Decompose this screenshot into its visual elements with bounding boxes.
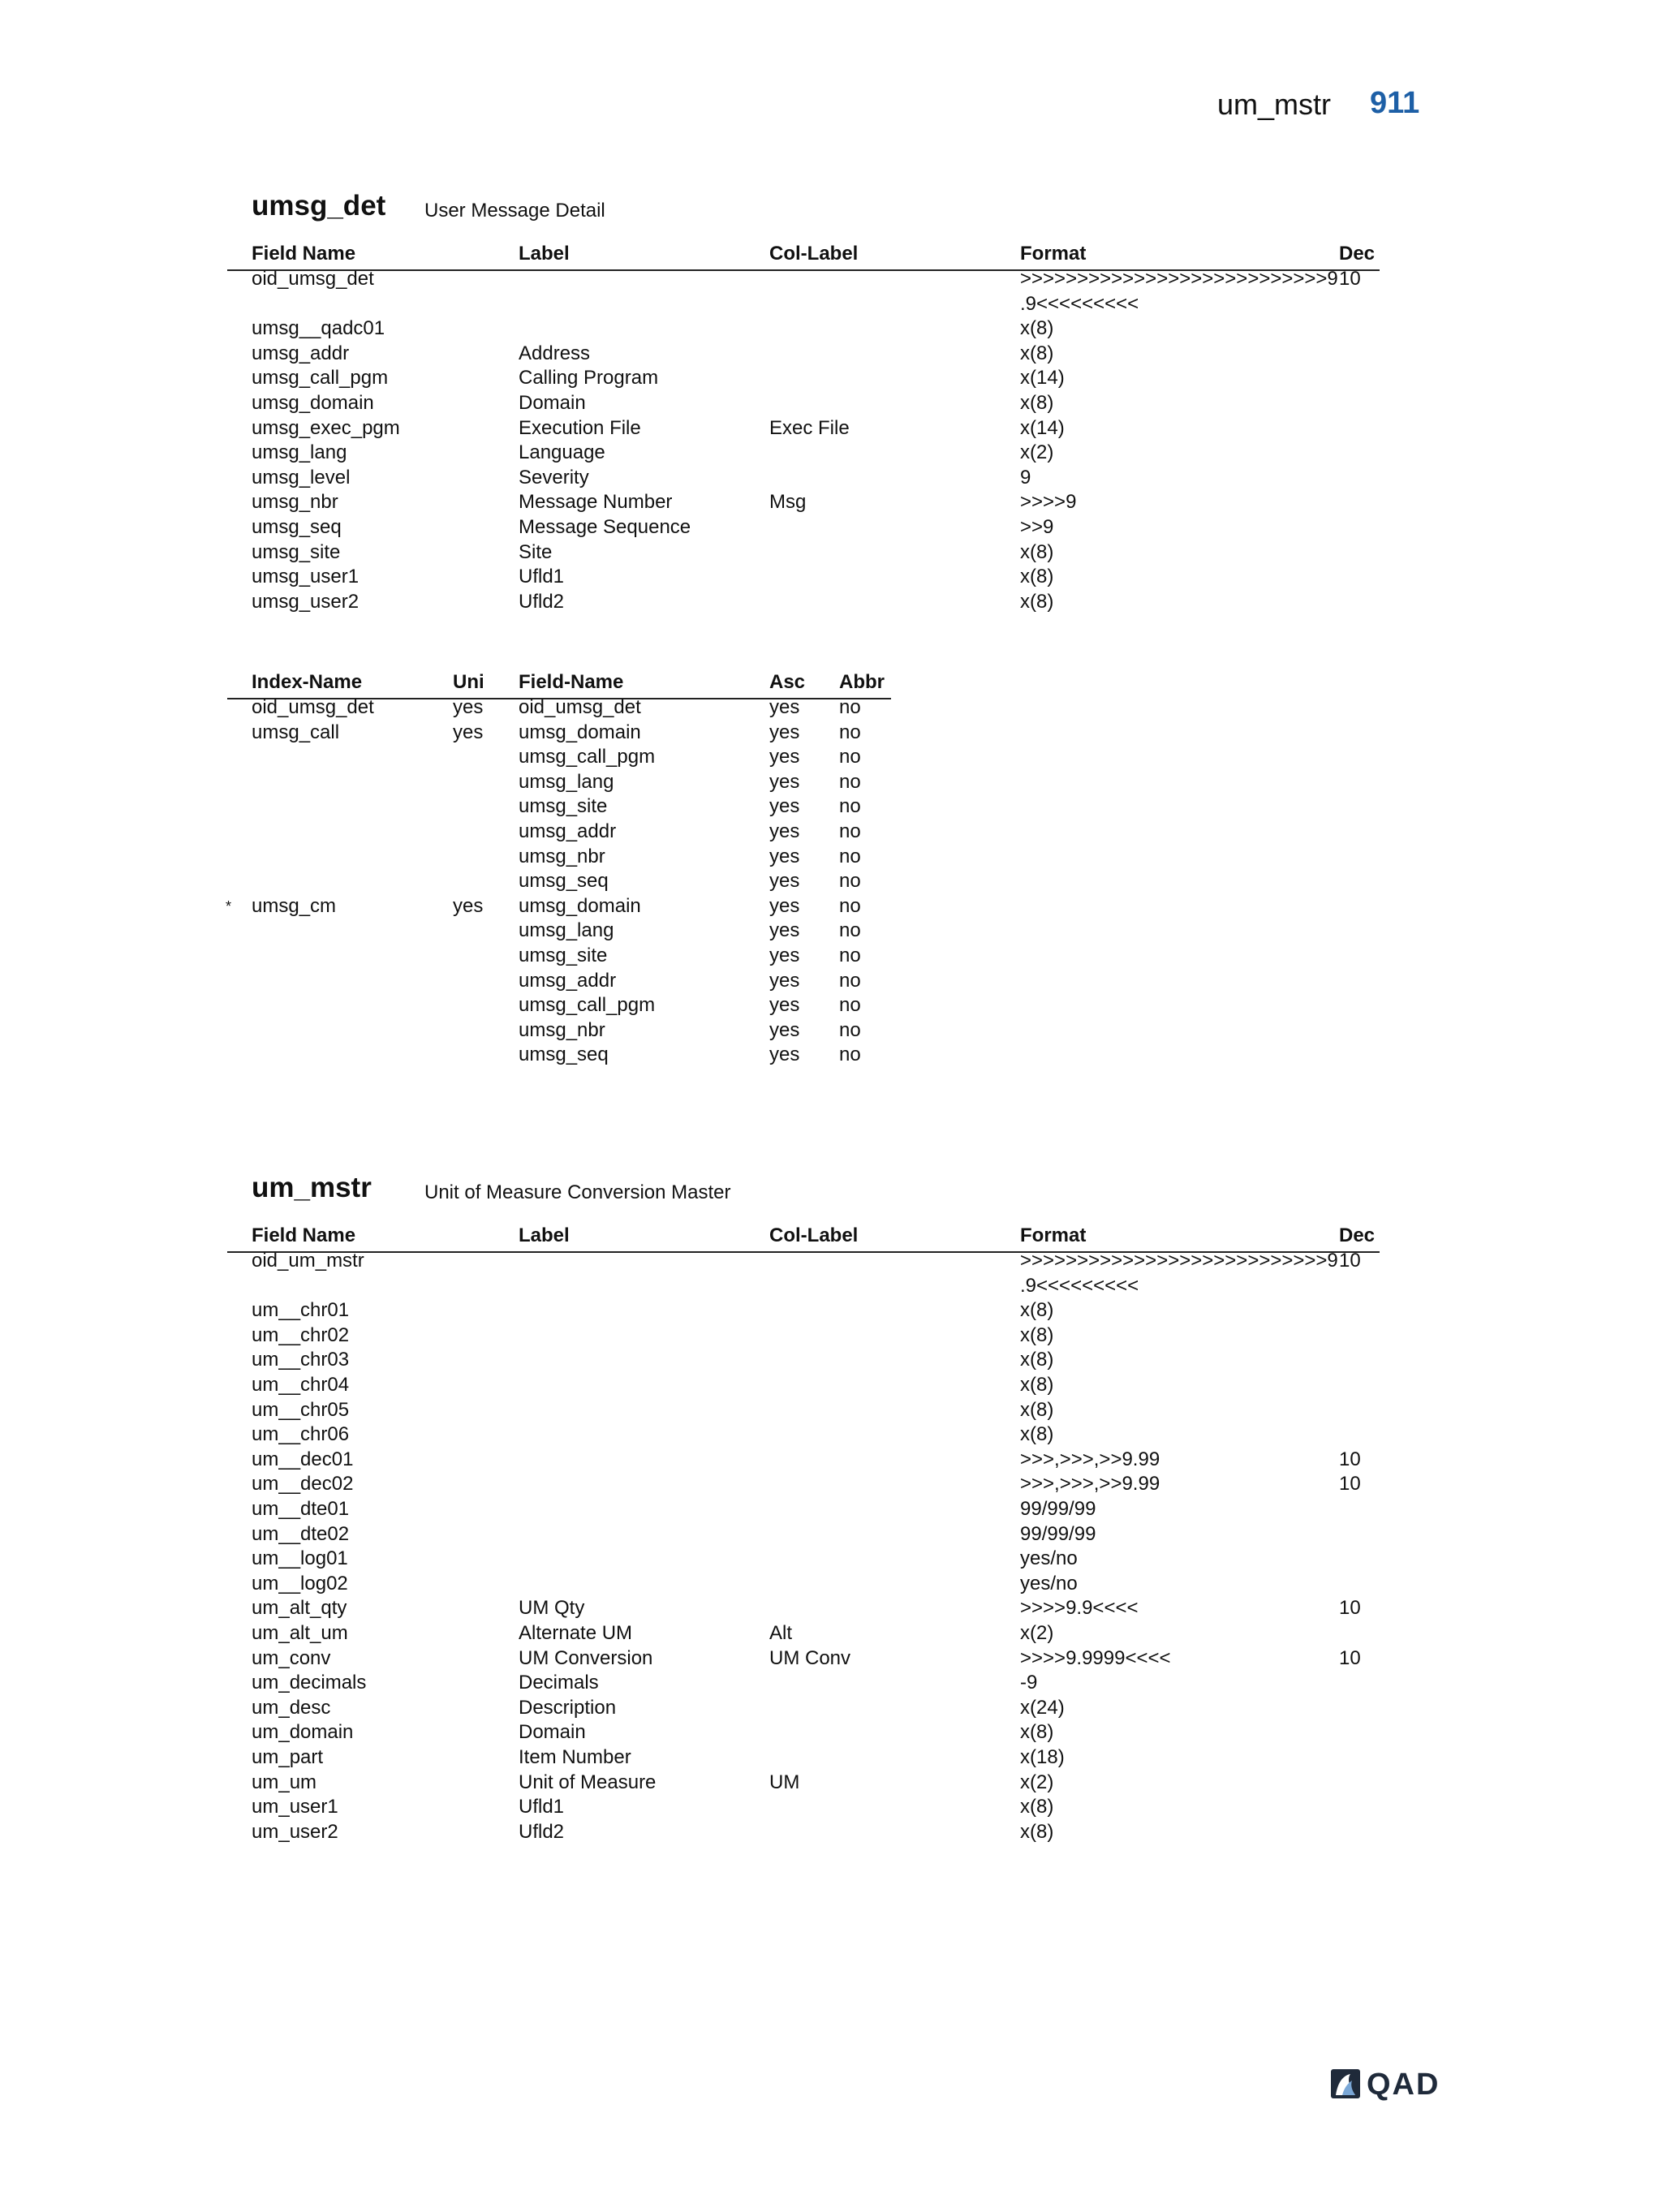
field-name-cell: umsg_exec_pgm (252, 416, 400, 439)
abbr-cell: no (839, 870, 861, 893)
format-cell: x(2) (1020, 1771, 1054, 1793)
qad-logo-icon (1331, 2069, 1360, 2098)
field-name-cell: umsg_seq (519, 870, 609, 893)
abbr-cell: no (839, 1044, 861, 1066)
page-number: 911 (1370, 86, 1420, 120)
field-name-cell: umsg_level (252, 466, 351, 488)
label-cell: Ufld2 (519, 590, 565, 613)
field-name-cell: um__log02 (252, 1572, 348, 1594)
field-name-cell: oid_um_mstr (252, 1250, 364, 1272)
col-label-cell: Alt (769, 1622, 793, 1644)
format-cell-continued: .9<<<<<<<<< (1020, 292, 1139, 315)
col-label-cell: Msg (769, 491, 807, 514)
format-cell: x(8) (1020, 1349, 1054, 1371)
field-name-cell: umsg__qadc01 (252, 317, 385, 340)
col-label-cell: UM (769, 1771, 800, 1793)
abbr-cell: no (839, 919, 861, 942)
field-name-cell: um__chr01 (252, 1299, 350, 1322)
asc-cell: yes (769, 795, 800, 818)
format-cell: 9 (1020, 466, 1031, 488)
field-name-cell: um_decimals (252, 1672, 367, 1694)
asc-cell: yes (769, 1018, 800, 1041)
format-cell: x(18) (1020, 1746, 1065, 1768)
qad-logo-text: QAD (1367, 2068, 1440, 2102)
format-cell: >>>,>>>,>>9.99 (1020, 1473, 1160, 1495)
format-cell: x(2) (1020, 441, 1054, 464)
abbr-cell: no (839, 845, 861, 867)
column-header-dec: Dec (1339, 1224, 1376, 1246)
field-name-cell: um__log01 (252, 1547, 348, 1570)
uni-cell: yes (453, 721, 484, 743)
field-name-cell: um__chr03 (252, 1349, 350, 1371)
dec-cell: 10 (1339, 1646, 1361, 1669)
field-name-cell: umsg_call_pgm (519, 994, 656, 1017)
dec-cell: 10 (1339, 1597, 1361, 1620)
field-name-cell: um_um (252, 1771, 317, 1793)
label-cell: Alternate UM (519, 1622, 633, 1644)
abbr-cell: no (839, 746, 861, 768)
format-cell: >>>>9 (1020, 491, 1077, 514)
label-cell: Decimals (519, 1672, 599, 1694)
asc-cell: yes (769, 746, 800, 768)
label-cell: Domain (519, 392, 586, 414)
abbr-cell: no (839, 795, 861, 818)
format-cell: x(8) (1020, 1820, 1054, 1843)
format-cell: >>>>9.9<<<< (1020, 1597, 1139, 1620)
field-name-cell: umsg_addr (519, 969, 617, 992)
field-name-cell: umsg_nbr (519, 845, 605, 867)
field-name-cell: um_user1 (252, 1796, 338, 1818)
column-header-label: Label (519, 243, 570, 265)
format-cell: >>>>9.9999<<<< (1020, 1646, 1171, 1669)
field-name-cell: oid_umsg_det (519, 696, 641, 718)
column-header-label: Label (519, 1224, 570, 1246)
label-cell: UM Conversion (519, 1646, 653, 1669)
table-description-umsg-det: User Message Detail (424, 200, 605, 222)
field-name-cell: umsg_addr (252, 342, 350, 364)
label-cell: UM Qty (519, 1597, 585, 1620)
asc-cell: yes (769, 945, 800, 966)
dec-cell: 10 (1339, 268, 1361, 290)
format-cell: x(8) (1020, 566, 1054, 588)
label-cell: Message Sequence (519, 516, 691, 538)
page-header (0, 88, 1662, 128)
field-name-cell: umsg_lang (519, 770, 614, 793)
col-label-cell: Exec File (769, 416, 850, 439)
field-name-cell: umsg_call_pgm (252, 367, 389, 389)
field-name-cell: um__chr02 (252, 1323, 350, 1346)
format-cell: x(8) (1020, 317, 1054, 340)
qad-logo (1331, 2068, 1453, 2100)
label-cell: Unit of Measure (519, 1771, 657, 1793)
dec-cell: 10 (1339, 1250, 1361, 1272)
format-cell: >>>>>>>>>>>>>>>>>>>>>>>>>>>9 (1020, 268, 1338, 290)
field-name-cell: umsg_site (519, 945, 608, 966)
abbr-cell: no (839, 945, 861, 966)
field-name-cell: um_conv (252, 1646, 331, 1669)
field-name-cell: umsg_user1 (252, 566, 360, 588)
format-cell: x(8) (1020, 1796, 1054, 1818)
format-cell: 99/99/99 (1020, 1522, 1096, 1545)
label-cell: Severity (519, 466, 589, 488)
field-name-cell: um_user2 (252, 1820, 338, 1843)
abbr-cell: no (839, 994, 861, 1017)
format-cell: x(8) (1020, 342, 1054, 364)
column-header-dec: Dec (1339, 243, 1376, 265)
label-cell: Execution File (519, 416, 641, 439)
table-title-um-mstr: um_mstr (252, 1172, 372, 1203)
field-name-cell: umsg_seq (519, 1044, 609, 1066)
format-cell: x(8) (1020, 1374, 1054, 1396)
asc-cell: yes (769, 894, 800, 917)
format-cell: x(8) (1020, 1721, 1054, 1744)
field-name-cell: umsg_seq (252, 516, 342, 538)
format-cell: x(8) (1020, 590, 1054, 613)
format-cell: -9 (1020, 1672, 1038, 1694)
page-header-table-name: um_mstr (1217, 88, 1332, 121)
field-name-cell: umsg_lang (519, 919, 614, 942)
asc-cell: yes (769, 721, 800, 743)
format-cell: x(8) (1020, 1423, 1054, 1446)
format-cell: x(2) (1020, 1622, 1054, 1644)
column-header-col-label: Col-Label (769, 243, 859, 265)
label-cell: Ufld1 (519, 566, 565, 588)
label-cell: Language (519, 441, 605, 464)
field-name-cell: um_alt_qty (252, 1597, 347, 1620)
column-header-index-name: Index-Name (252, 671, 363, 693)
field-name-cell: umsg_nbr (252, 491, 338, 514)
field-name-cell: um_alt_um (252, 1622, 348, 1644)
field-name-cell: um__dte02 (252, 1522, 350, 1545)
field-name-cell: umsg_site (519, 795, 608, 818)
format-cell: x(24) (1020, 1696, 1065, 1719)
format-cell: x(14) (1020, 367, 1065, 389)
abbr-cell: no (839, 696, 861, 718)
field-name-cell: um_desc (252, 1696, 331, 1719)
field-name-cell: um__dte01 (252, 1498, 350, 1520)
field-name-cell: um_part (252, 1746, 324, 1768)
format-cell: x(8) (1020, 392, 1054, 414)
format-cell: x(8) (1020, 1299, 1054, 1322)
index-name-cell: umsg_call (252, 721, 340, 743)
uni-cell: yes (453, 894, 484, 917)
asc-cell: yes (769, 919, 800, 942)
asc-cell: yes (769, 770, 800, 793)
label-cell: Domain (519, 1721, 586, 1744)
column-header-format: Format (1020, 243, 1087, 265)
field-name-cell: umsg_domain (519, 894, 641, 917)
field-name-cell: umsg_site (252, 540, 341, 563)
format-cell: yes/no (1020, 1547, 1078, 1570)
column-header-field-name: Field Name (252, 243, 356, 265)
column-header-abbr: Abbr (839, 671, 885, 693)
format-cell: x(8) (1020, 540, 1054, 563)
column-header-col-label: Col-Label (769, 1224, 859, 1246)
asc-cell: yes (769, 696, 800, 718)
label-cell: Item Number (519, 1746, 631, 1768)
abbr-cell: no (839, 721, 861, 743)
field-name-cell: umsg_call_pgm (519, 746, 656, 768)
field-name-cell: um__chr06 (252, 1423, 350, 1446)
format-cell: >>>,>>>,>>9.99 (1020, 1448, 1160, 1470)
asc-cell: yes (769, 820, 800, 842)
label-cell: Calling Program (519, 367, 659, 389)
table-description-um-mstr: Unit of Measure Conversion Master (424, 1181, 731, 1203)
field-name-cell: oid_umsg_det (252, 268, 374, 290)
format-cell: >>>>>>>>>>>>>>>>>>>>>>>>>>>9 (1020, 1250, 1338, 1272)
abbr-cell: no (839, 820, 861, 842)
dec-cell: 10 (1339, 1473, 1361, 1495)
field-name-cell: um_domain (252, 1721, 354, 1744)
format-cell-continued: .9<<<<<<<<< (1020, 1274, 1139, 1297)
label-cell: Ufld2 (519, 1820, 565, 1843)
asc-cell: yes (769, 1044, 800, 1066)
format-cell: yes/no (1020, 1572, 1078, 1594)
column-header-field-name: Field-Name (519, 671, 624, 693)
field-name-cell: umsg_domain (252, 392, 374, 414)
asc-cell: yes (769, 870, 800, 893)
label-cell: Site (519, 540, 553, 563)
field-name-cell: um__chr05 (252, 1398, 350, 1421)
asc-cell: yes (769, 969, 800, 992)
label-cell: Address (519, 342, 591, 364)
format-cell: 99/99/99 (1020, 1498, 1096, 1520)
uni-cell: yes (453, 696, 484, 718)
format-cell: x(14) (1020, 416, 1065, 439)
label-cell: Description (519, 1696, 617, 1719)
format-cell: >>9 (1020, 516, 1054, 538)
dec-cell: 10 (1339, 1448, 1361, 1470)
table-title-umsg-det: umsg_det (252, 190, 386, 222)
field-name-cell: umsg_addr (519, 820, 617, 842)
field-name-cell: umsg_domain (519, 721, 641, 743)
abbr-cell: no (839, 894, 861, 917)
asc-cell: yes (769, 994, 800, 1017)
label-cell: Ufld1 (519, 1796, 565, 1818)
field-name-cell: umsg_user2 (252, 590, 360, 613)
field-name-cell: um__chr04 (252, 1374, 350, 1396)
field-name-cell: umsg_nbr (519, 1018, 605, 1041)
asc-cell: yes (769, 845, 800, 867)
column-header-format: Format (1020, 1224, 1087, 1246)
field-name-cell: um__dec01 (252, 1448, 354, 1470)
column-header-field-name: Field Name (252, 1224, 356, 1246)
format-cell: x(8) (1020, 1323, 1054, 1346)
field-name-cell: um__dec02 (252, 1473, 354, 1495)
column-header-uni: Uni (453, 671, 484, 693)
column-header-asc: Asc (769, 671, 806, 693)
abbr-cell: no (839, 969, 861, 992)
index-name-cell: umsg_cm (252, 894, 337, 917)
label-cell: Message Number (519, 491, 673, 514)
format-cell: x(8) (1020, 1398, 1054, 1421)
col-label-cell: UM Conv (769, 1646, 851, 1669)
index-name-cell: oid_umsg_det (252, 696, 374, 718)
abbr-cell: no (839, 1018, 861, 1041)
index-marker: * (226, 897, 232, 914)
abbr-cell: no (839, 770, 861, 793)
field-name-cell: umsg_lang (252, 441, 347, 464)
